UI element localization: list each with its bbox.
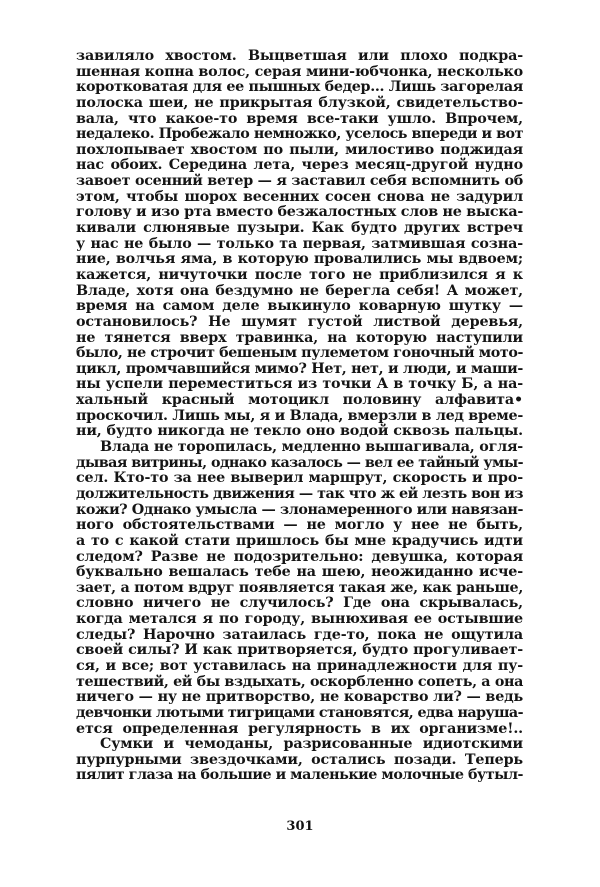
text-line: когда метался я по городу, вынюхивая ее остывшие: [76, 611, 523, 628]
text-line: время на самом деле выкинуло коварную шутку —: [76, 298, 523, 315]
text-line: кивали слюнявые пузыри. Как будто других встреч: [76, 220, 523, 237]
text-line: кажется, ничуточки после того не приблизился я к: [76, 266, 523, 283]
text-line: остановилось? Не шумят густой листвой деревья,: [76, 313, 523, 330]
text-line: пялит глаза на большие и маленькие молочные бутыл-: [76, 767, 523, 784]
text-line: ние, волчья яма, в которую провалились мы вдвоем;: [76, 251, 523, 268]
page-number: 301: [286, 819, 314, 834]
text-line: полоска шеи, не прикрытая блузкой, свидетельство-: [76, 94, 523, 111]
text-line: а то с какой стати пришлось бы мне крадучись идти: [76, 532, 523, 549]
text-line: коротковатая для ее пышных бедер... Лишь загорелая: [76, 79, 523, 96]
text-line: похлопывает хвостом по пыли, милостиво поджидая: [76, 141, 523, 158]
text-line: не тянется вверх травинка, на которую наступили: [76, 329, 523, 346]
text-line: словно ничего не случилось? Где она скрывалась,: [76, 595, 523, 612]
text-line: ется определенная регулярность в их организме!..: [76, 720, 523, 737]
text-line: зает, а потом вдруг появляется такая же, как раньше,: [76, 579, 523, 596]
text-line: Сумки и чемоданы, разрисованные идиотскими: [100, 736, 523, 753]
text-line: завоет осенний ветер — я заставил себя вспомнить об: [76, 173, 523, 190]
text-line: у нас не было — только та первая, затмившая созна-: [76, 235, 523, 252]
text-line: следы? Нарочно затаилась где-то, пока не ощутила: [76, 626, 523, 643]
text-line: девчонки лютыми тигрицами становятся, едва наруша-: [76, 704, 523, 721]
text-line: цикл, промчавшийся мимо? Нет, нет, и люди, и маши-: [76, 360, 523, 377]
text-line: было, не строчит бешеным пулеметом гоночный мото-: [76, 345, 523, 362]
text-line: этом, чтобы шорох весенних сосен снова не задурил: [76, 188, 523, 205]
text-line: ничего — ну не притворство, не коварство ли? — ведь: [76, 689, 523, 706]
text-line: сел. Кто-то за нее выверил маршрут, скорость и про-: [76, 470, 523, 487]
text-line: ся, и все; вот уставилась на принадлежности для пу-: [76, 657, 523, 674]
text-line: шенная копна волос, серая мини-юбчонка, несколько: [76, 63, 523, 80]
text-line: кожи? Однако умысла — злонамеренного или навязан-: [76, 501, 523, 518]
text-line: недалеко. Пробежало немножко, уселось впереди и вот: [76, 126, 523, 143]
text-line: пурпурными звездочками, остались позади. Теперь: [76, 751, 523, 768]
text-line: Влада не торопилась, медленно вышагивала, огля-: [100, 439, 523, 456]
text-line: ны успели переместиться из точки А в точку Б, а на-: [76, 376, 523, 393]
text-line: проскочил. Лишь мы, я и Влада, вмерзли в лед време-: [76, 407, 523, 424]
text-line: тешествий, ей бы вздыхать, оскорбленно сопеть, а она: [76, 673, 523, 690]
text-line: завиляло хвостом. Выцветшая или плохо подкра-: [76, 48, 523, 64]
text-line: должительность движения — так что ж ей лезть вон из: [76, 485, 523, 502]
text-line: Владе, хотя она бездумно не берегла себя! А может,: [76, 282, 523, 299]
text-line: своей силы? И как притворяется, будто прогуливает-: [76, 642, 523, 659]
text-line: следом? Разве не подозрительно: девушка, которая: [76, 548, 523, 565]
text-line: буквально вешалась тебе на шею, неожиданно исче-: [76, 564, 523, 581]
text-line: ного обстоятельствами — не могло у нее не быть,: [76, 517, 523, 534]
text-line: голову и изо рта вместо безжалостных слов не выска-: [76, 204, 523, 221]
text-line: хальный красный мотоцикл половину алфавита•: [76, 392, 523, 409]
text-line: дывая витрины, однако казалось — вел ее тайный умы-: [76, 454, 523, 471]
text-line: ни, будто никогда не текло оно водой сквозь пальцы.: [76, 423, 523, 440]
text-line: нас обоих. Середина лета, через месяц-другой нудно: [76, 157, 523, 174]
page-body-text: [76, 49, 523, 784]
text-line: вала, что какое-то время все-таки ушло. Впрочем,: [76, 110, 523, 127]
